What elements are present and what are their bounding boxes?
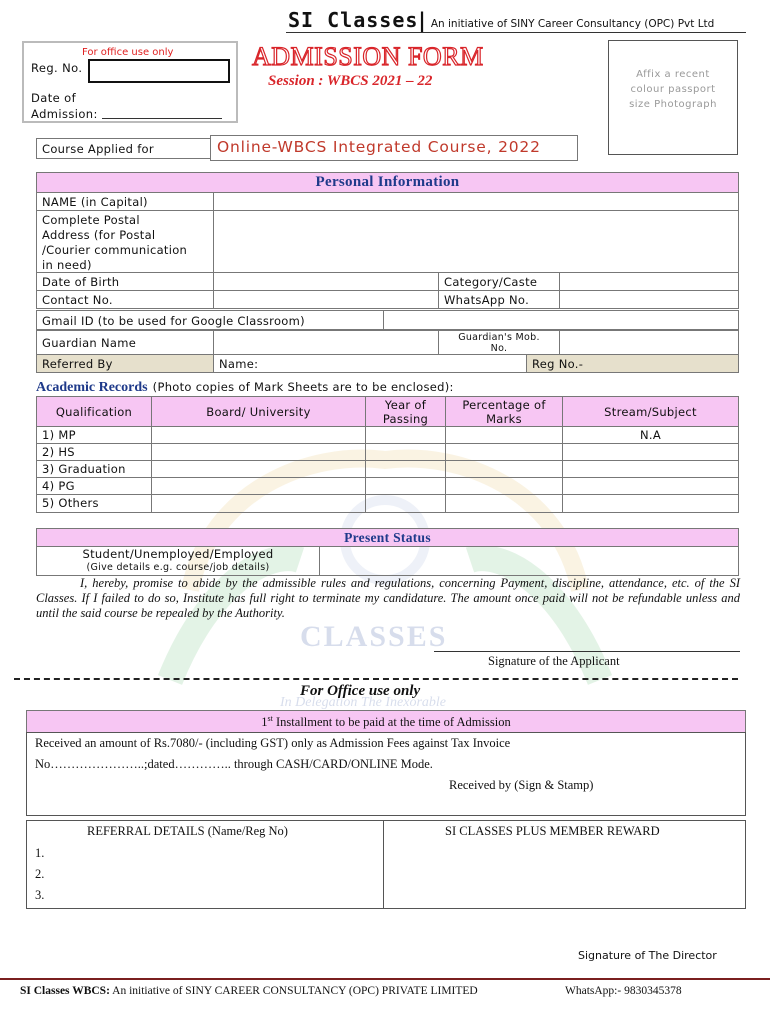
board-cell-5[interactable]	[151, 494, 366, 513]
received-line-2: No…………………..;dated………….. through CASH/CARD/ONLINE Mode.	[35, 757, 433, 771]
installment-number: 1	[261, 715, 268, 730]
qualification-row-2: 2) HS	[36, 443, 152, 461]
form-title: ADMISSION FORM	[252, 42, 484, 71]
name-field[interactable]	[213, 192, 739, 211]
academic-heading: Academic Records	[36, 380, 148, 395]
course-applied-label: Course Applied for	[36, 138, 211, 159]
present-status-field[interactable]	[319, 546, 739, 576]
footer-whatsapp: WhatsApp:- 9830345378	[565, 985, 682, 997]
header	[288, 8, 714, 32]
photo-line-1: Affix a recent	[636, 69, 710, 80]
percentage-header-line-2: Marks	[486, 412, 522, 426]
cut-line	[14, 678, 738, 680]
received-box	[26, 732, 746, 816]
year-cell-3[interactable]	[365, 460, 446, 478]
address-label-line-1: Complete Postal	[42, 213, 140, 227]
photo-box[interactable]	[608, 40, 738, 155]
watermark-classes: CLASSES	[300, 620, 448, 653]
percentage-cell-1[interactable]	[445, 426, 563, 444]
office-use-heading: For Office use only	[300, 683, 421, 699]
photo-line-2: colour passport	[630, 84, 716, 95]
header-rule	[286, 32, 746, 33]
board-cell-2[interactable]	[151, 443, 366, 461]
name-label: NAME (in Capital)	[36, 192, 214, 211]
category-field[interactable]	[559, 272, 739, 291]
session-text: Session : WBCS 2021 – 22	[268, 73, 433, 89]
percentage-header-line-1: Percentage of	[462, 398, 546, 412]
present-status-line-2: (Give details e.g. course/job details)	[86, 562, 270, 573]
address-label	[36, 210, 214, 273]
present-status-line-1: Student/Unemployed/Employed	[82, 547, 274, 561]
guardian-mob-line-2: No.	[490, 343, 508, 354]
category-label: Category/Caste	[438, 272, 560, 291]
reg-no-field[interactable]	[88, 59, 230, 83]
referral-divider	[383, 821, 384, 908]
dob-field[interactable]	[213, 272, 439, 291]
contact-field[interactable]	[213, 290, 439, 309]
installment-ordinal: st	[267, 714, 273, 723]
board-cell-4[interactable]	[151, 477, 366, 495]
stream-cell-4[interactable]	[562, 477, 739, 495]
footer-company: An initiative of SINY CAREER CONSULTANCY (OPC) PRIVATE LIMITED	[109, 985, 478, 997]
date-of-admission-field[interactable]	[102, 118, 222, 119]
gmail-label: Gmail ID (to be used for Google Classroom)	[36, 310, 384, 330]
year-header-line-1: Year of	[384, 398, 427, 412]
footer-rule	[0, 978, 770, 980]
qualification-row-5: 5) Others	[36, 494, 152, 513]
year-cell-2[interactable]	[365, 443, 446, 461]
declaration-text: I, hereby, promise to abide by the admissible rules and regulations, concerning Payment, discipline, attendance, etc. of the SI Classes. If I failed to do so, Institute has full right to terminate my candidature. The amount once paid will not be refundable unless and until the said course be repealed by the Authority.	[36, 576, 740, 620]
footer-text	[20, 985, 478, 997]
stream-header: Stream/Subject	[562, 396, 739, 427]
installment-text: Installment to be paid at the time of Admission	[272, 715, 511, 730]
brand-name: SI Classes	[288, 8, 419, 32]
guardian-mob-line-1: Guardian's Mob.	[458, 332, 540, 343]
referral-item-2[interactable]: 2.	[35, 867, 45, 881]
reg-no-label: Reg. No.	[31, 61, 83, 75]
stream-cell-2[interactable]	[562, 443, 739, 461]
received-by-label: Received by (Sign & Stamp)	[449, 778, 594, 792]
header-separator: |	[418, 8, 426, 32]
referral-item-3[interactable]: 3.	[35, 888, 45, 902]
address-field[interactable]	[213, 210, 739, 273]
percentage-cell-4[interactable]	[445, 477, 563, 495]
referral-table	[26, 820, 746, 909]
reward-header: SI CLASSES PLUS MEMBER REWARD	[445, 824, 660, 838]
watermark-motto: In Delegation The Inexorable	[280, 695, 447, 710]
applicant-signature-line[interactable]	[434, 651, 740, 652]
office-use-box	[22, 41, 238, 123]
applicant-signature-label: Signature of the Applicant	[488, 654, 620, 668]
address-label-line-3: /Courier communication	[42, 243, 188, 257]
board-header: Board/ University	[151, 396, 366, 427]
percentage-cell-3[interactable]	[445, 460, 563, 478]
address-label-line-2: Address (for Postal	[42, 228, 156, 242]
guardian-name-label: Guardian Name	[36, 330, 214, 355]
director-signature-label: Signature of The Director	[578, 949, 717, 962]
guardian-mob-label	[438, 330, 560, 355]
gmail-field[interactable]	[383, 310, 739, 330]
year-header-line-2: Passing	[382, 412, 429, 426]
footer-brand: SI Classes WBCS:	[20, 985, 110, 997]
year-header	[365, 396, 446, 427]
date-of-admission-label-2: Admission:	[31, 107, 98, 121]
year-cell-5[interactable]	[365, 494, 446, 513]
qualification-row-4: 4) PG	[36, 477, 152, 495]
stream-cell-1: N.A	[562, 426, 739, 444]
date-of-admission-label-1: Date of	[31, 91, 77, 105]
board-cell-3[interactable]	[151, 460, 366, 478]
contact-label: Contact No.	[36, 290, 214, 309]
qualification-row-3: 3) Graduation	[36, 460, 152, 478]
personal-info-heading: Personal Information	[36, 172, 739, 193]
referred-reg-field[interactable]: Reg No.-	[526, 354, 739, 373]
qualification-row-1: 1) MP	[36, 426, 152, 444]
percentage-header	[445, 396, 563, 427]
percentage-cell-2[interactable]	[445, 443, 563, 461]
referred-by-label: Referred By	[36, 354, 214, 373]
referral-item-1[interactable]: 1.	[35, 846, 45, 860]
dob-label: Date of Birth	[36, 272, 214, 291]
year-cell-1[interactable]	[365, 426, 446, 444]
address-label-line-4: in need)	[42, 258, 92, 272]
whatsapp-label: WhatsApp No.	[438, 290, 560, 309]
stream-cell-3[interactable]	[562, 460, 739, 478]
year-cell-4[interactable]	[365, 477, 446, 495]
present-status-heading: Present Status	[36, 528, 739, 547]
referral-header: REFERRAL DETAILS (Name/Reg No)	[87, 824, 288, 838]
academic-note: (Photo copies of Mark Sheets are to be enclosed):	[152, 380, 454, 394]
whatsapp-field[interactable]	[559, 290, 739, 309]
guardian-name-field[interactable]	[213, 330, 439, 355]
guardian-mob-field[interactable]	[559, 330, 739, 355]
photo-line-3: size Photograph	[629, 99, 717, 110]
received-line-1: Received an amount of Rs.7080/- (including GST) only as Admission Fees against Tax Invoice	[35, 736, 511, 750]
academic-heading-row	[36, 376, 454, 396]
qualification-header: Qualification	[36, 396, 152, 427]
percentage-cell-5[interactable]	[445, 494, 563, 513]
present-status-label	[36, 546, 320, 576]
stream-cell-5[interactable]	[562, 494, 739, 513]
installment-bar	[26, 710, 746, 733]
course-applied-value: Online-WBCS Integrated Course, 2022	[210, 135, 578, 161]
office-use-caption: For office use only	[82, 47, 174, 58]
board-cell-1[interactable]	[151, 426, 366, 444]
referred-name-field[interactable]: Name:	[213, 354, 527, 373]
header-tagline: An initiative of SINY Career Consultancy (OPC) Pvt Ltd	[430, 18, 715, 30]
